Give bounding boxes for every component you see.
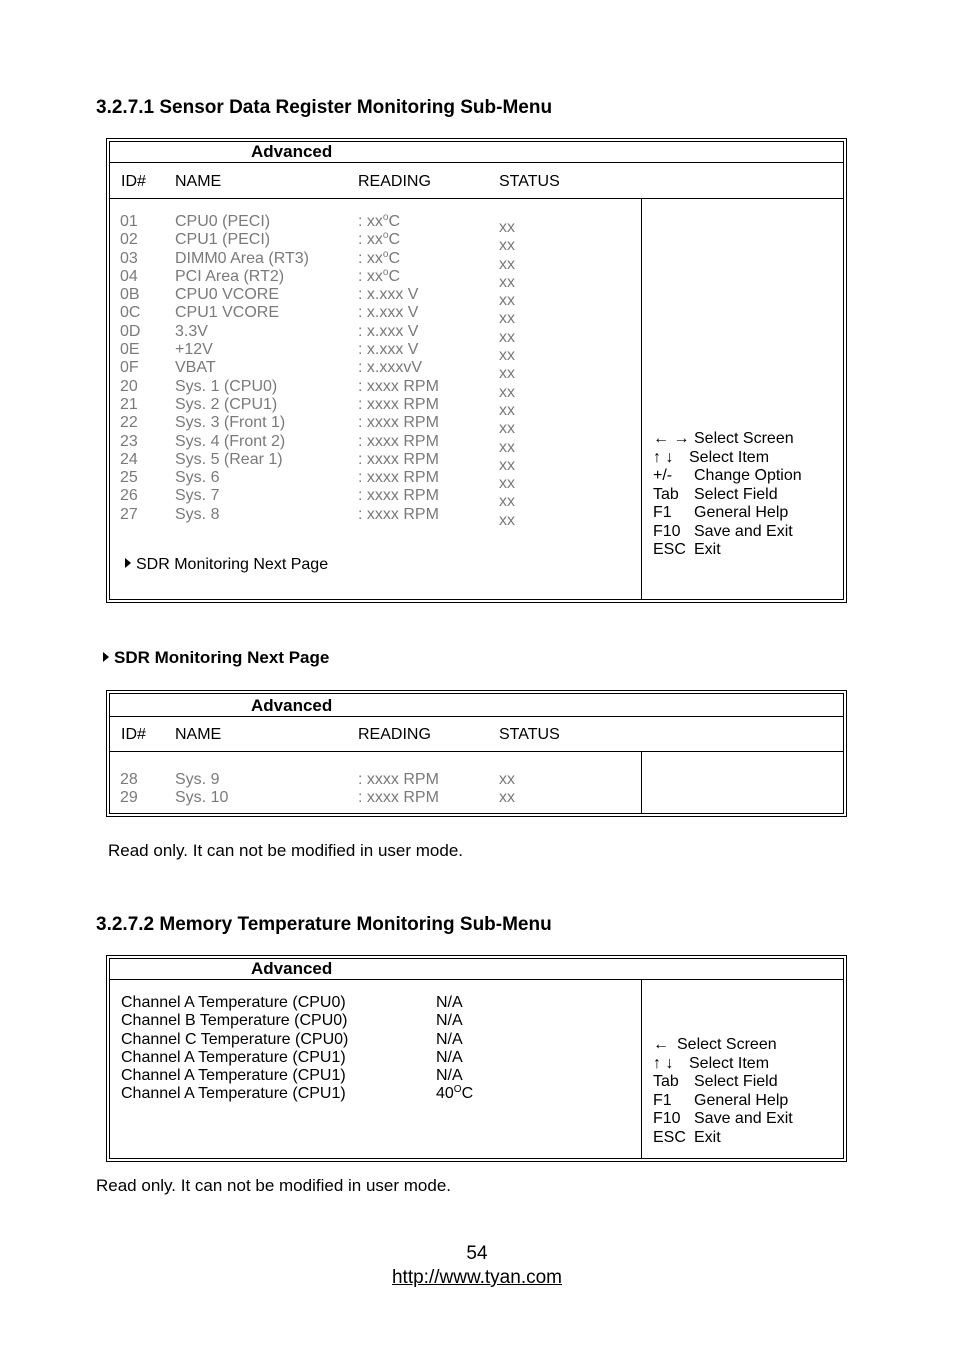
- degree-symbol: o: [382, 212, 389, 223]
- channel-temperature-label[interactable]: Channel A Temperature (CPU0): [121, 994, 346, 1011]
- triangle-right-icon: [125, 558, 131, 568]
- degree-symbol: o: [382, 248, 389, 260]
- sensor-name[interactable]: Sys. 5 (Rear 1): [175, 450, 283, 468]
- sdr-next-page-heading: [103, 648, 329, 668]
- help-item: [653, 1092, 793, 1111]
- sensor-reading: : x.xxxvV: [358, 359, 423, 377]
- sensor-name[interactable]: 3.3V: [175, 322, 208, 340]
- header-name: NAME: [175, 173, 222, 190]
- header-name: NAME: [175, 726, 222, 743]
- sensor-status: xx: [499, 328, 515, 346]
- sensor-id: 23: [120, 432, 138, 450]
- help-key: F1: [653, 504, 672, 521]
- sensor-id: 29: [120, 789, 138, 807]
- help-text: Select Item: [689, 1054, 770, 1072]
- help-key: ESC: [653, 1128, 686, 1146]
- channel-temperature-label[interactable]: Channel A Temperature (CPU1): [121, 1085, 346, 1103]
- sensor-status: xx: [499, 237, 515, 255]
- sensor-name[interactable]: CPU1 (PECI): [175, 231, 271, 249]
- sensor-name[interactable]: Sys. 2 (CPU1): [175, 395, 278, 413]
- sensor-name[interactable]: DIMM0 Area (RT3): [175, 249, 309, 267]
- divider: [110, 716, 843, 717]
- id-column: [120, 213, 140, 524]
- sensor-id: 04: [120, 267, 138, 285]
- help-text: Select Field: [694, 1073, 778, 1090]
- sensor-id: 03: [120, 249, 138, 267]
- channel-temperature-label[interactable]: Channel A Temperature (CPU1): [121, 1048, 346, 1066]
- sensor-id: 27: [120, 505, 138, 523]
- help-key: ↑ ↓: [653, 1054, 674, 1072]
- sensor-id: 0F: [120, 359, 139, 377]
- help-text: Select Screen: [694, 430, 794, 447]
- sensor-id: 0B: [120, 286, 140, 304]
- sensor-id: 21: [120, 395, 138, 413]
- help-text: Select Item: [689, 448, 770, 466]
- help-text: Change Option: [694, 467, 802, 484]
- sensor-id: 0D: [120, 322, 141, 340]
- sensor-reading: : $xx^oC$: [358, 266, 401, 285]
- sensor-id: 26: [120, 487, 138, 505]
- sensor-name[interactable]: +12V: [175, 341, 213, 359]
- degree-symbol: o: [382, 266, 389, 278]
- reading-column: [358, 213, 439, 524]
- help-item: [653, 1036, 793, 1055]
- sensor-status: xx: [499, 383, 515, 401]
- sensor-name[interactable]: VBAT: [175, 359, 216, 377]
- channel-temperature-value: N/A: [436, 994, 463, 1011]
- help-key: ←: [653, 1036, 669, 1053]
- sensor-status: xx: [499, 420, 515, 438]
- sensor-reading: : $xx^oC$: [358, 212, 401, 230]
- read-only-note: Read only. It can not be modified in user mode.: [96, 1176, 451, 1195]
- sensor-status: xx: [499, 438, 515, 456]
- header-id: ID#: [121, 173, 146, 190]
- header-reading: READING: [358, 726, 431, 743]
- help-item: [653, 1110, 793, 1129]
- help-key: F1: [653, 1091, 672, 1109]
- sensor-id: 02: [120, 231, 138, 249]
- channel-temperature-value: N/A: [436, 1048, 463, 1066]
- read-only-note: Read only. It can not be modified in user mode.: [108, 841, 463, 860]
- sensor-status: xx: [499, 456, 515, 474]
- divider: [110, 751, 843, 752]
- sensor-id: 01: [120, 213, 138, 230]
- channel-temperature-value: N/A: [436, 1030, 463, 1048]
- id-column: [120, 771, 138, 808]
- divider: [110, 162, 843, 163]
- sensor-reading: : xxxx RPM: [358, 469, 439, 487]
- help-key: ← →: [653, 430, 690, 447]
- sensor-id: 20: [120, 377, 138, 395]
- sensor-status: xx: [499, 771, 515, 788]
- sensor-name[interactable]: Sys. 9: [175, 771, 220, 788]
- divider: [170, 198, 343, 199]
- sensor-name[interactable]: CPU1 VCORE: [175, 304, 280, 322]
- sensor-reading: : xxxx RPM: [358, 505, 439, 523]
- help-key: F10: [653, 1110, 681, 1127]
- panel-title: Advanced: [251, 959, 333, 978]
- name-column: [175, 771, 228, 808]
- channel-temperature-value: $40^OC$: [436, 1084, 474, 1103]
- sensor-reading: : x.xxx V: [358, 304, 419, 322]
- help-item: [653, 541, 802, 560]
- sensor-name[interactable]: CPU0 (PECI): [175, 213, 271, 230]
- sensor-reading: : xxxx RPM: [358, 771, 439, 788]
- help-item: [653, 523, 802, 542]
- sensor-status: xx: [499, 401, 515, 419]
- help-item: [653, 486, 802, 505]
- divider: [641, 979, 642, 1158]
- sensor-reading: : $xx^oC$: [358, 248, 401, 267]
- help-text: Save and Exit: [694, 522, 793, 540]
- header-reading: READING: [358, 173, 431, 190]
- channel-name-column: [121, 994, 348, 1104]
- sensor-status: xx: [499, 493, 515, 511]
- help-key: ESC: [653, 541, 686, 558]
- sensor-id: 0E: [120, 341, 140, 359]
- help-item: [653, 449, 802, 468]
- sensor-name[interactable]: Sys. 8: [175, 505, 220, 523]
- sensor-status: xx: [499, 255, 515, 273]
- section-heading-memory-temp: 3.2.7.2 Memory Temperature Monitoring Sub-Menu: [96, 914, 552, 935]
- channel-temperature-value: N/A: [436, 1012, 463, 1030]
- sensor-status: xx: [499, 347, 515, 365]
- help-legend: [653, 1036, 793, 1147]
- sensor-name[interactable]: Sys. 6: [175, 469, 220, 487]
- help-text: Exit: [694, 1128, 721, 1146]
- sensor-status: xx: [499, 511, 515, 529]
- triangle-right-icon: [103, 652, 109, 662]
- help-text: Save and Exit: [694, 1110, 793, 1127]
- sensor-id: 24: [120, 450, 138, 468]
- sdr-next-page-link[interactable]: [125, 556, 328, 574]
- sdr-next-page-heading-text: SDR Monitoring Next Page: [114, 648, 330, 667]
- sensor-reading: : xxxx RPM: [358, 432, 439, 450]
- panel-title: Advanced: [251, 696, 333, 715]
- divider: [641, 198, 642, 599]
- help-key: F10: [653, 522, 681, 540]
- help-text: Select Screen: [677, 1036, 777, 1053]
- sensor-name[interactable]: CPU0 VCORE: [175, 286, 280, 304]
- reading-column: [358, 771, 439, 808]
- name-column: [175, 213, 309, 524]
- channel-temperature-value: N/A: [436, 1067, 463, 1085]
- sensor-reading: : $xx^oC$: [358, 230, 401, 249]
- help-item: [653, 467, 802, 486]
- channel-value-column: [436, 994, 473, 1104]
- sensor-reading: : xxxx RPM: [358, 450, 439, 468]
- channel-temperature-label[interactable]: Channel A Temperature (CPU1): [121, 1067, 346, 1085]
- sensor-reading: : x.xxx V: [358, 341, 419, 359]
- sensor-reading: : xxxx RPM: [358, 395, 439, 413]
- help-key: Tab: [653, 485, 679, 503]
- status-column: [499, 771, 515, 808]
- help-text: Select Field: [694, 485, 778, 503]
- header-id: ID#: [121, 726, 146, 743]
- channel-temperature-label[interactable]: Channel C Temperature (CPU0): [121, 1030, 349, 1048]
- sensor-reading: : x.xxx V: [358, 322, 419, 340]
- sensor-id: 0C: [120, 304, 141, 322]
- help-text: General Help: [694, 1091, 789, 1109]
- sensor-status: xx: [499, 475, 515, 493]
- header-status: STATUS: [499, 726, 560, 743]
- help-item: [653, 430, 802, 449]
- sensor-name[interactable]: Sys. 1 (CPU0): [175, 377, 278, 395]
- header-status: STATUS: [499, 173, 560, 190]
- sensor-reading: : xxxx RPM: [358, 377, 439, 395]
- sensor-status: xx: [499, 219, 515, 236]
- sdr-next-page-label: SDR Monitoring Next Page: [136, 556, 329, 573]
- help-key: +/-: [653, 467, 673, 484]
- sensor-status: xx: [499, 789, 515, 807]
- sensor-status: xx: [499, 310, 515, 328]
- sdr-next-panel: [106, 690, 847, 817]
- sensor-name[interactable]: Sys. 7: [175, 487, 220, 505]
- help-key: Tab: [653, 1073, 679, 1090]
- degree-symbol: O: [453, 1084, 462, 1096]
- sensor-reading: : xxxx RPM: [358, 487, 439, 505]
- help-item: [653, 1073, 793, 1092]
- sensor-id: 28: [120, 771, 138, 788]
- sensor-name[interactable]: Sys. 4 (Front 2): [175, 432, 286, 450]
- sensor-status: xx: [499, 292, 515, 310]
- sensor-reading: : x.xxx V: [358, 286, 419, 304]
- help-item: [653, 1129, 793, 1148]
- sensor-name[interactable]: PCI Area (RT2): [175, 267, 285, 285]
- sensor-reading: : xxxx RPM: [358, 414, 439, 432]
- sensor-id: 25: [120, 469, 138, 487]
- help-item: [653, 1055, 793, 1074]
- help-text: Exit: [694, 541, 721, 558]
- help-key: ↑ ↓: [653, 448, 674, 466]
- help-legend: [653, 430, 802, 560]
- help-text: General Help: [694, 504, 789, 521]
- sensor-status: xx: [499, 365, 515, 383]
- sensor-reading: : xxxx RPM: [358, 789, 439, 807]
- sensor-status: xx: [499, 273, 515, 291]
- memory-temp-panel: [106, 955, 847, 1162]
- panel-title: Advanced: [251, 142, 333, 161]
- help-item: [653, 504, 802, 523]
- channel-temperature-label[interactable]: Channel B Temperature (CPU0): [121, 1012, 348, 1030]
- degree-symbol: o: [382, 230, 389, 242]
- divider: [641, 751, 642, 813]
- sensor-name[interactable]: Sys. 3 (Front 1): [175, 414, 286, 432]
- sdr-panel: [106, 138, 847, 603]
- divider: [110, 979, 843, 980]
- page-number: 54: [466, 1243, 488, 1264]
- status-column: [499, 219, 515, 530]
- sensor-id: 22: [120, 414, 138, 432]
- sensor-name[interactable]: Sys. 10: [175, 789, 229, 807]
- section-heading-sdr: 3.2.7.1 Sensor Data Register Monitoring Sub-Menu: [96, 97, 553, 118]
- footer-url-link[interactable]: http://www.tyan.com: [391, 1267, 562, 1288]
